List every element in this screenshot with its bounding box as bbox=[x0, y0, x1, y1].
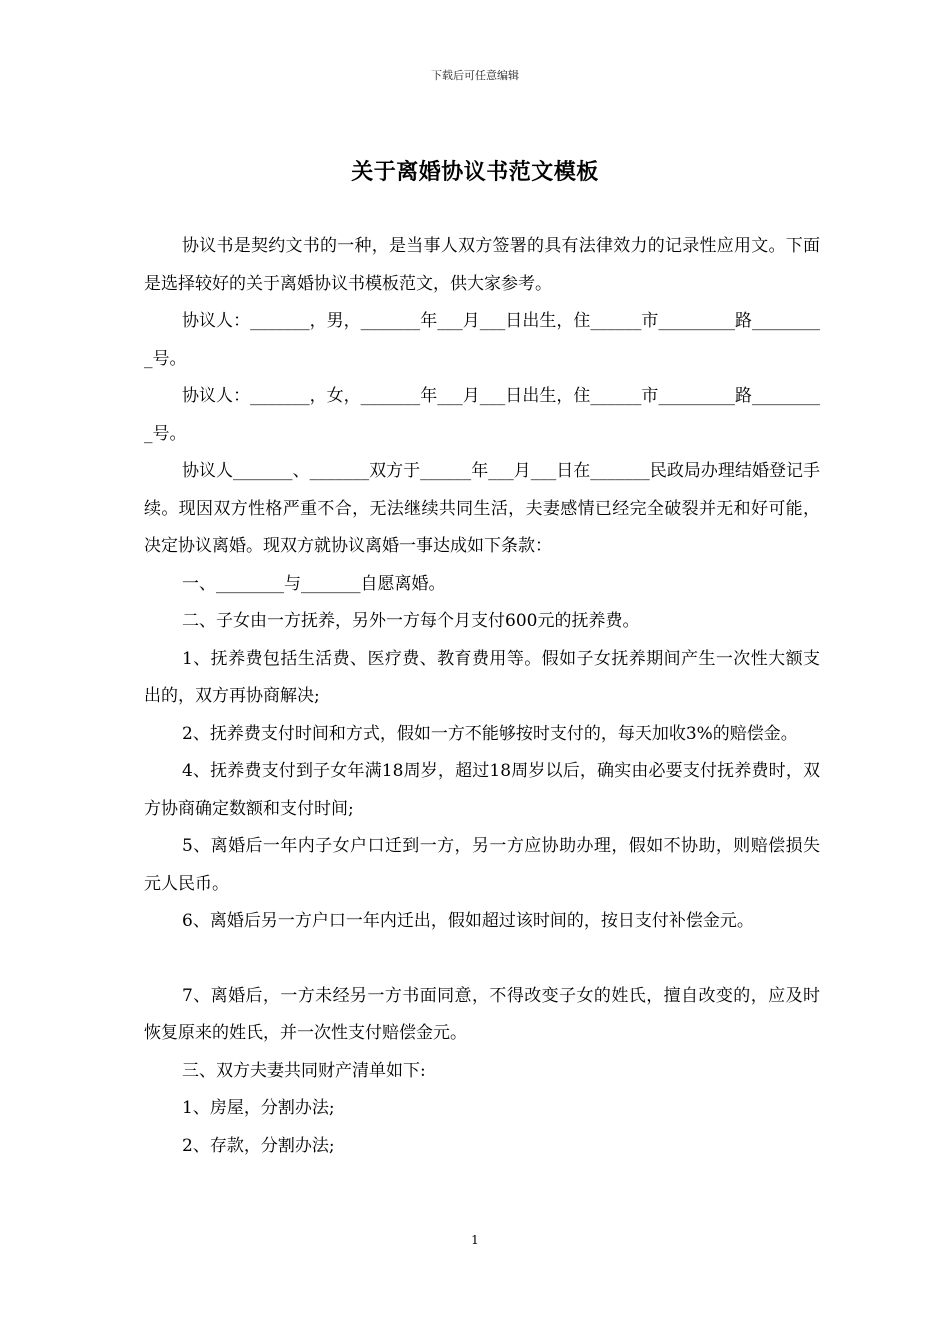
clause-paragraph: 三、双方夫妻共同财产清单如下: bbox=[182, 1060, 426, 1081]
clause-paragraph: 5、离婚后一年内子女户口迁到一方，另一方应协助办理，假如不协助，则赔偿损失元人民币。 bbox=[144, 836, 820, 894]
document-body bbox=[144, 228, 820, 1165]
clause-paragraph: 一、________与_______自愿离婚。 bbox=[182, 573, 446, 594]
clause-paragraph: 7、离婚后，一方未经另一方书面同意，不得改变子女的姓氏，擅自改变的，应及时恢复原来的姓氏，并一次性支付赔偿金元。 bbox=[144, 985, 820, 1043]
clause-paragraph: 1、房屋，分割办法; bbox=[182, 1098, 335, 1118]
clause-paragraph: 二、子女由一方抚养，另外一方每个月支付600元的抚养费。 bbox=[182, 611, 640, 631]
intro-paragraph: 协议书是契约文书的一种，是当事人双方签署的具有法律效力的记录性应用文。下面是选择较好的关于离婚协议书模板范文，供大家参考。 bbox=[144, 236, 820, 294]
page-number: 1 bbox=[471, 1233, 479, 1247]
party-male-paragraph: 协议人：_______，男，_______年___月___日出生，住______市_________路_________号。 bbox=[144, 311, 820, 369]
party-female-paragraph: 协议人：_______，女，_______年___月___日出生，住______市_________路_________号。 bbox=[144, 386, 820, 444]
document-title: 关于离婚协议书范文模板 bbox=[351, 159, 599, 185]
clause-paragraph: 2、抚养费支付时间和方式，假如一方不能够按时支付的，每天加收3%的赔偿金。 bbox=[182, 723, 798, 744]
clause-paragraph: 6、离婚后另一方户口一年内迁出，假如超过该时间的，按日支付补偿金元。 bbox=[182, 911, 754, 931]
clause-paragraph: 1、抚养费包括生活费、医疗费、教育费用等。假如子女抚养期间产生一次性大额支出的，双方再协商解决; bbox=[144, 648, 820, 706]
agreement-preamble-paragraph: 协议人_______、_______双方于______年___月___日在_______民政局办理结婚登记手续。现因双方性格严重不合，无法继续共同生活，夫妻感情已经完全破裂并无和好可能，决定协议离婚。现双方就协议离婚一事达成如下条款： bbox=[144, 461, 820, 556]
clause-paragraph: 4、抚养费支付到子女年满18周岁，超过18周岁以后，确实由必要支付抚养费时，双方协商确定数额和支付时间; bbox=[144, 761, 820, 819]
header-note: 下载后可任意编辑 bbox=[431, 69, 519, 82]
clause-paragraph: 2、存款，分割办法; bbox=[182, 1135, 335, 1156]
